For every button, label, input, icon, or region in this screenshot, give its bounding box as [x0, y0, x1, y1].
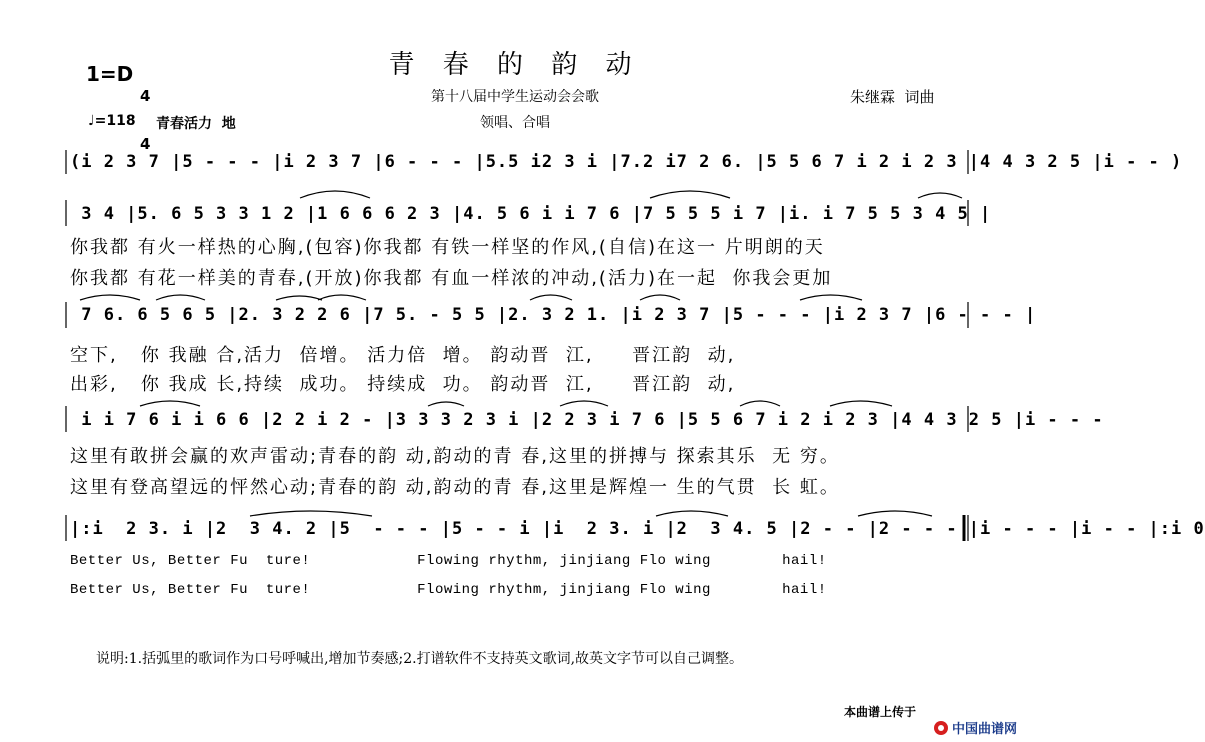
explanation-note: 说明:1.括弧里的歌词作为口号呼喊出,增加节奏感;2.打谱软件不支持英文歌词,故英文字节可以自己调整。 [96, 651, 744, 667]
lyric-row-4-verse-2: 这里有登高望远的怦然心动;青春的韵 动,韵动的青 春,这里是辉煌一 生的气贯 长 虹。 [70, 477, 840, 498]
lyric-row-3-verse-1: 空下, 你 我融 合,活力 倍增。 活力倍 增。 韵动晋 江, 晋江韵 动, [70, 345, 736, 366]
site-logo-text: 中国曲谱网 [952, 722, 1018, 737]
score-row-3: 7 6. 6 5 6 5 |2. 3 2 2 6 |7 5. - 5 5 |2. 3 2 1. |i 2 3 7 |5 - - - |i 2 3 7 |6 - - - | [70, 305, 1037, 325]
english-lyric-verse-2: Better Us, Better Fu ture! Flowing rhythm, jinjiang Flo wing hail! [70, 582, 827, 598]
lyric-row-2-verse-2: 你我都 有花一样美的青春,(开放)你我都 有血一样浓的冲动,(活力)在一起 你我会更加 [70, 268, 833, 289]
tempo-marking: ♩=118 [88, 113, 136, 129]
key-signature: 1=D [86, 62, 134, 86]
composer-credit: 朱继霖 词曲 [850, 88, 935, 106]
lyric-row-4-verse-1: 这里有敢拼会赢的欢声雷动;青春的韵 动,韵动的青 春,这里的拼搏与 探索其乐 无 穷。 [70, 446, 840, 467]
expression-marking: 青春活力 地 [156, 116, 236, 132]
performance-form: 领唱、合唱 [480, 115, 550, 131]
lyric-row-3-verse-2: 出彩, 你 我成 长,持续 成功。 持续成 功。 韵动晋 江, 晋江韵 动, [70, 374, 736, 395]
meter-top: 4 [140, 87, 151, 105]
english-lyric-verse-1: Better Us, Better Fu ture! Flowing rhythm, jinjiang Flo wing hail! [70, 553, 827, 569]
score-row-1: (i 2 3 7 |5 - - - |i 2 3 7 |6 - - - |5.5 i2 3 i |7.2 i7 2 6. |5 5 6 7 i 2 i 2 3 |4 4 3 2 5 |i - - ) [70, 152, 1183, 172]
subtitle: 第十八届中学生运动会会歌 [431, 89, 599, 105]
meter-bottom: 4 [140, 135, 151, 153]
lyric-row-2-verse-1: 你我都 有火一样热的心胸,(包容)你我都 有铁一样坚的作风,(自信)在这一 片明朗的天 [70, 237, 825, 258]
upload-credit: 本曲谱上传于 [844, 705, 917, 719]
score-row-4: i i 7 6 i i 6 6 |2 2 i 2 - |3 3 3 2 3 i |2 2 3 i 7 6 |5 5 6 7 i 2 i 2 3 |4 4 3 2 5 |i - - - [70, 410, 1104, 430]
score-row-5: |:i 2 3. i |2 3 4. 2 |5 - - - |5 - - i |i 2 3. i |2 3 4. 5 |2 - - |2 - - - |i - - - |i - - |:i 0 [70, 519, 1205, 539]
score-row-2: 3 4 |5. 6 5 3 3 1 2 |1 6 6 6 2 3 |4. 5 6 i i 7 6 |7 5 5 5 i 7 |i. i 7 5 5 3 4 5 | [70, 204, 992, 224]
song-title: 青 春 的 韵 动 [388, 50, 642, 80]
